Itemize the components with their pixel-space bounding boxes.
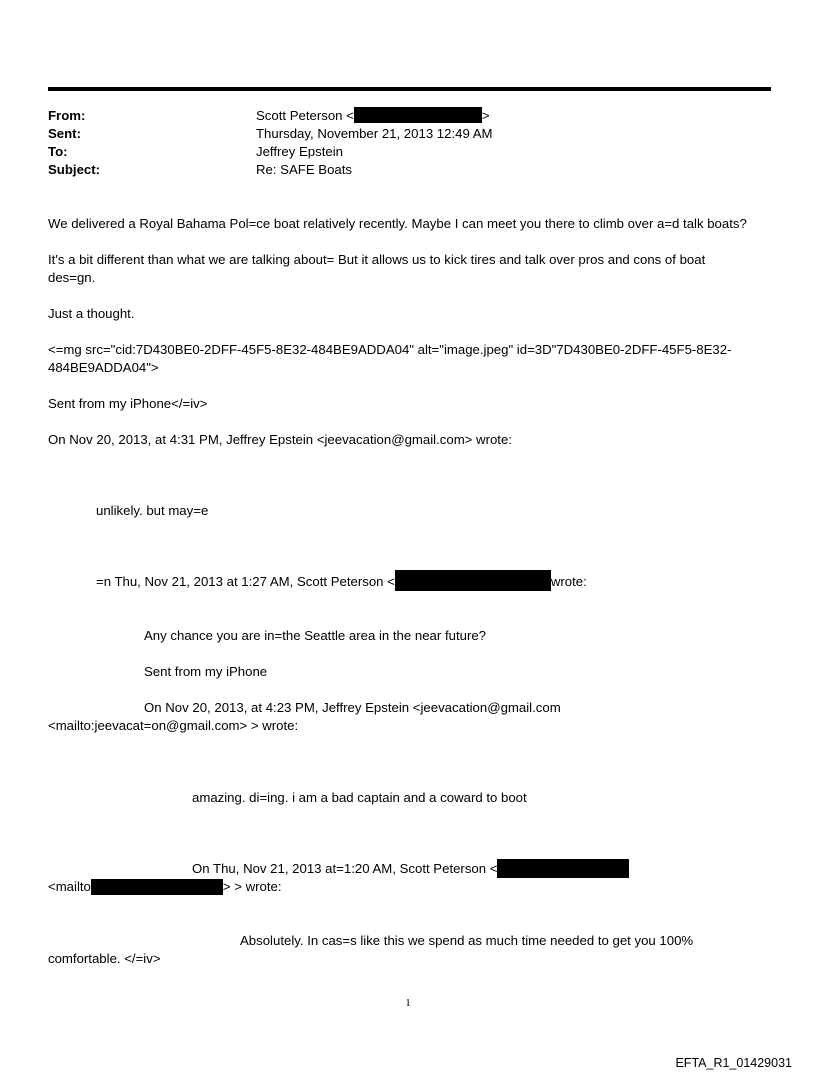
quote-intro-2-suffix: wrote:: [550, 574, 587, 589]
subject-label: Subject:: [48, 162, 101, 177]
redaction-bar: [497, 859, 629, 878]
from-row: [48, 107, 768, 125]
quote-intro-4-line-1: [192, 860, 629, 878]
quote-intro-2-prefix: =n Thu, Nov 21, 2013 at 1:27 AM, Scott Peterson <: [96, 574, 395, 589]
body-paragraph-2-line-2: des=gn.: [48, 270, 96, 285]
from-suffix: >: [481, 108, 490, 123]
to-value: Jeffrey Epstein: [256, 144, 343, 159]
from-value: [256, 107, 490, 125]
quote-intro-2: [96, 573, 587, 591]
sent-row: [48, 125, 768, 143]
email-header: [48, 107, 768, 179]
image-tag-line-2: 484BE9ADDA04">: [48, 360, 159, 375]
body-paragraph-1: We delivered a Royal Bahama Pol=ce boat relatively recently. Maybe I can meet you there to climb over a=d talk boats?: [48, 216, 747, 231]
quoted-reply-1: unlikely. but may=e: [96, 503, 209, 518]
from-name: Scott Peterson <: [256, 108, 354, 123]
image-tag-line-1: <=mg src="cid:7D430BE0-2DFF-45F5-8E32-484BE9ADDA04" alt="image.jpeg" id=3D"7D430BE0-2DFF-45F5-8E32-: [48, 342, 732, 357]
quote-intro-4-prefix: On Thu, Nov 21, 2013 at=1:20 AM, Scott Peterson <: [192, 861, 498, 876]
page-number: 1: [405, 997, 411, 1009]
body-paragraph-2-line-1: It's a bit different than what we are talking about= But it allows us to kick tires and talk over pros and cons of boat: [48, 252, 706, 267]
to-label: To:: [48, 144, 68, 159]
from-label: From:: [48, 108, 86, 123]
subject-row: [48, 161, 768, 179]
document-id-footer: EFTA_R1_01429031: [675, 1056, 792, 1070]
redaction-bar: [91, 879, 223, 895]
sent-from-iphone-2: Sent from my iPhone: [144, 664, 268, 679]
body-paragraph-3: Just a thought.: [48, 306, 135, 321]
mailto-prefix: <mailto: [48, 879, 91, 894]
quote-intro-3-line-2: <mailto:jeevacat=on@gmail.com> > wrote:: [48, 718, 299, 733]
header-rule: [48, 87, 771, 91]
quote-intro-3-line-1: On Nov 20, 2013, at 4:23 PM, Jeffrey Epstein <jeevacation@gmail.com: [144, 700, 561, 715]
subject-value: Re: SAFE Boats: [256, 162, 353, 177]
quoted-message-3: amazing. di=ing. i am a bad captain and a coward to boot: [192, 790, 527, 805]
to-row: [48, 143, 768, 161]
quote-intro-1: On Nov 20, 2013, at 4:31 PM, Jeffrey Epstein <jeevacation@gmail.com> wrote:: [48, 432, 512, 447]
redaction-bar: [395, 570, 551, 591]
quoted-message-4-line-1: Absolutely. In cas=s like this we spend as much time needed to get you 100%: [240, 933, 694, 948]
quote-intro-4-line-2: [48, 878, 770, 896]
redaction-bar: [354, 107, 482, 123]
mailto-suffix: > > wrote:: [222, 879, 282, 894]
sent-from-iphone: Sent from my iPhone</=iv>: [48, 396, 208, 411]
quoted-message-4-line-2: comfortable. </=iv>: [48, 951, 161, 966]
quoted-message-2: Any chance you are in=the Seattle area in the near future?: [144, 628, 487, 643]
sent-value: Thursday, November 21, 2013 12:49 AM: [256, 126, 493, 141]
sent-label: Sent:: [48, 126, 81, 141]
